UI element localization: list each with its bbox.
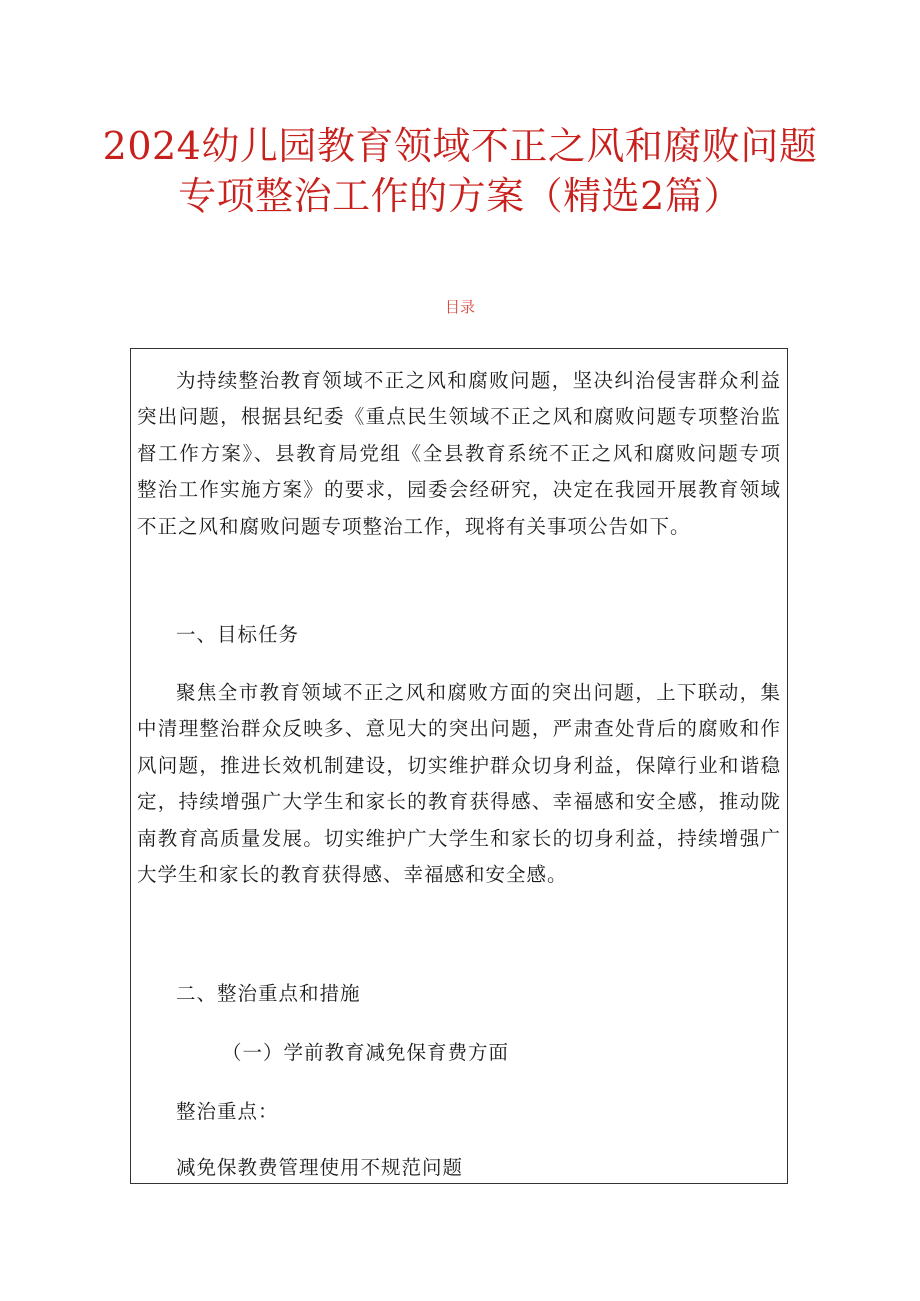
focus-label: 整治重点： bbox=[176, 1100, 279, 1123]
intro-paragraph: 为持续整治教育领域不正之风和腐败问题，坚决纠治侵害群众利益突出问题，根据县纪委《重点民生领域不正之风和腐败问题专项整治监督工作方案》、县教育局党组《全县教育系统不正之风和腐败问题专项整治工作实施方案》的要求，园委会经研究，决定在我园开展教育领域不正之风和腐败问题专项整治工作，现将有关事项公告如下。 bbox=[137, 369, 781, 538]
document-title-line-2: 专项整治工作的方案（精选2篇） bbox=[178, 174, 742, 218]
subsection-1-heading: （一）学前教育减免保育费方面 bbox=[222, 1041, 510, 1064]
section-2-heading: 二、整治重点和措施 bbox=[176, 982, 361, 1005]
document-title-line-1: 2024幼儿园教育领域不正之风和腐败问题 bbox=[102, 124, 818, 168]
section-1-heading: 一、目标任务 bbox=[176, 623, 300, 646]
focus-item: 减免保教费管理使用不规范问题 bbox=[176, 1156, 464, 1179]
section-1-paragraph: 聚焦全市教育领域不正之风和腐败方面的突出问题，上下联动，集中清理整治群众反映多、意见大的突出问题，严肃查处背后的腐败和作风问题，推进长效机制建设，切实维护群众切身利益，保障行业和谐稳定，持续增强广大学生和家长的教育获得感、幸福感和安全感，推动陇南教育高质量发展。切实维护广大学生和家长的切身利益，持续增强广大学生和家长的教育获得感、幸福感和安全感。 bbox=[137, 681, 781, 887]
table-of-contents-label[interactable]: 目录 bbox=[444, 298, 475, 316]
document-body-frame bbox=[130, 348, 788, 1184]
